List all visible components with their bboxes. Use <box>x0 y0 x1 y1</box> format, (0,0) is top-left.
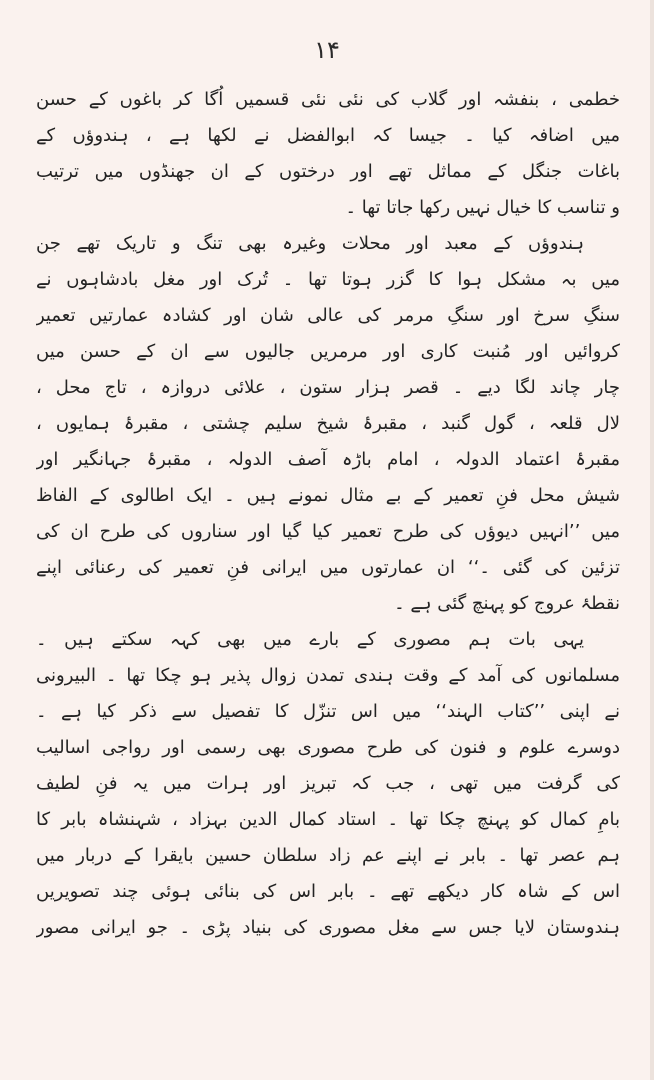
text-line: نقطۂ عروج کو پہنچ گئی ہے ۔ <box>394 593 620 614</box>
text-line: شیش محل فنِ تعمیر کے بے مثال نمونے ہیں ۔ ایک اطالوی کے الفاظ <box>36 485 620 506</box>
text-line: خطمی ، بنفشہ اور گلاب کی نئی نئی قسمیں اُگا کر باغوں کے حسن <box>36 89 620 110</box>
text-line: و تناسب کا خیال نہیں رکھا جاتا تھا ۔ <box>345 197 620 218</box>
text-line: نے اپنی ’’کتاب الہند‘‘ میں اس تنزّل کا تفصیل سے ذکر کیا ہے ۔ <box>36 701 620 722</box>
text-line: میں بہ مشکل ہوا کا گزر ہوتا تھا ۔ تُرک اور مغل بادشاہوں نے <box>36 269 620 290</box>
text-line: کی گرفت میں تھی ، جب کہ تبریز اور ہرات میں یہ فنِ لطیف <box>36 773 620 794</box>
text-line: یہی بات ہم مصوری کے بارے میں بھی کہہ سکتے ہیں ۔ <box>36 629 584 650</box>
text-line: ہم عصر تھا ۔ بابر نے اپنے عم زاد سلطان حسین بایقرا کے دربار میں <box>36 845 620 866</box>
text-line: سنگِ سرخ اور سنگِ مرمر کی عالی شان اور کشادہ عمارتیں تعمیر <box>36 305 620 326</box>
page-edge-shadow <box>650 0 654 1080</box>
text-line: مقبرۂ اعتماد الدولہ ، امام باڑہ آصف الدولہ ، مقبرۂ جہانگیر اور <box>36 449 620 470</box>
paragraph-1 <box>36 82 620 226</box>
paragraph-3 <box>36 622 620 946</box>
text-line: چار چاند لگا دیے ۔ قصر ہزار ستون ، علائی دروازہ ، تاج محل ، <box>36 377 620 398</box>
text-line: تزئین کی گئی ۔‘‘ ان عمارتوں میں ایرانی فنِ تعمیر کی رعنائی اپنے <box>36 557 620 578</box>
text-line: ہندوستان لایا جس سے مغل مصوری کی بنیاد پڑی ۔ جو ایرانی مصور <box>36 917 620 938</box>
text-line: باغات جنگل کے مماثل تھے اور درختوں کے ان جھنڈوں میں ترتیب <box>36 161 620 182</box>
text-line: میں اضافہ کیا ۔ جیسا کہ ابوالفضل نے لکھا ہے ، ہندوؤں کے <box>36 125 620 146</box>
text-line: بامِ کمال کو پہنچ چکا تھا ۔ استاد کمال الدین بہزاد ، شہنشاہ بابر کا <box>36 809 620 830</box>
text-line: دوسرے علوم و فنون کی طرح مصوری بھی رسمی اور رواجی اسالیب <box>36 737 620 758</box>
text-line: میں ’’انہیں دیوؤں کی طرح تعمیر کیا گیا اور سناروں کی طرح ان کی <box>36 521 620 542</box>
paragraph-2 <box>36 226 620 622</box>
text-line: مسلمانوں کی آمد کے وقت ہندی تمدن زوال پذیر ہو چکا تھا ۔ البیرونی <box>36 665 620 686</box>
text-line: کروائیں اور مُنبت کاری اور مرمریں جالیوں سے ان کے حسن میں <box>36 341 620 362</box>
text-line: ہندوؤں کے معبد اور محلات وغیرہ بھی تنگ و تاریک تھے جن <box>36 233 584 254</box>
body-text <box>36 82 620 946</box>
page-number: ۱۴ <box>314 36 340 64</box>
text-line: اس کے شاہ کار دیکھے تھے ۔ بابر اس کی بنائی ہوئی چند تصویریں <box>36 881 620 902</box>
text-line: لال قلعہ ، گول گنبد ، مقبرۂ شیخ سلیم چشتی ، مقبرۂ ہمایوں ، <box>36 413 620 434</box>
